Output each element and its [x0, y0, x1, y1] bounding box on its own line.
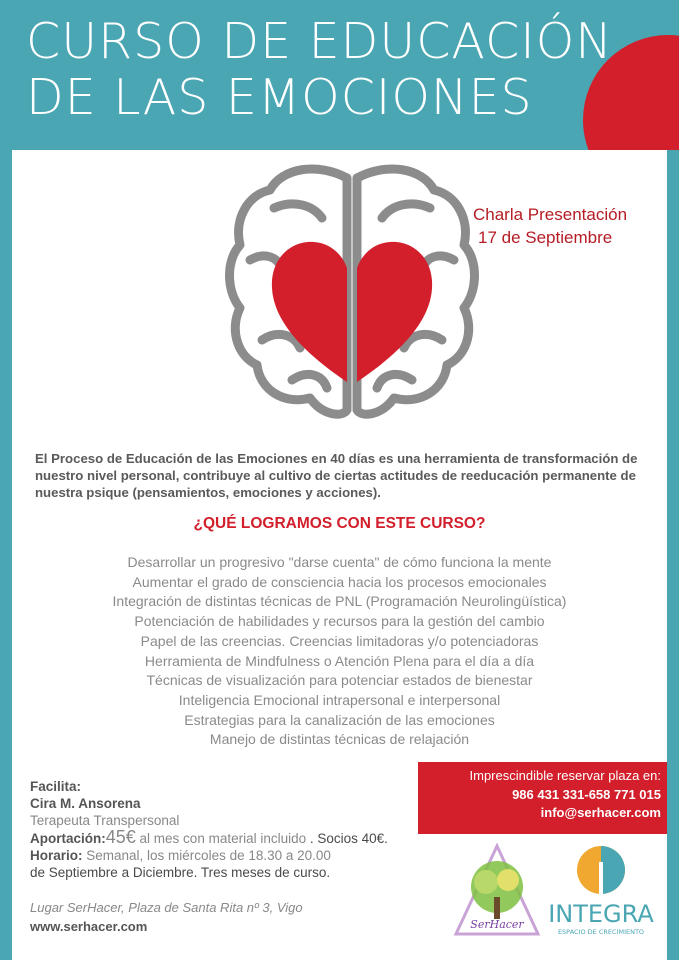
benefits-list	[12, 553, 667, 750]
list-item: Estrategias para la canalización de las emociones	[184, 711, 495, 728]
aportacion-line	[30, 829, 450, 847]
integra-tagline: ESPACIO DE CRECIMIENTO	[557, 928, 645, 936]
intro-paragraph: El Proceso de Educación de las Emociones en 40 días es una herramienta de transformación de nuestro nivel personal, contribuye al cultivo de ciertas actitudes de reeducación permanente de nuestra psique (pensamientos, emociones y acciones).	[35, 451, 638, 500]
website-link[interactable]: www.serhacer.com	[30, 919, 148, 934]
content-panel	[12, 150, 667, 960]
horario-text: Semanal, los miércoles de 18.30 a 20.00	[82, 848, 331, 863]
list-item: Inteligencia Emocional intrapersonal e interpersonal	[178, 691, 501, 708]
list-item: Herramienta de Mindfulness o Atención Plena para el día a día	[144, 652, 535, 669]
list-item: Técnicas de visualización para potenciar estados de bienestar	[146, 672, 533, 689]
serhacer-logo	[452, 842, 542, 942]
facilita-label: Facilita:	[30, 779, 82, 794]
list-item: Integración de distintas técnicas de PNL (Programación Neurolingüística)	[112, 593, 567, 610]
horario-line	[30, 847, 450, 864]
integra-logo	[540, 842, 662, 942]
reservation-box	[418, 762, 667, 834]
title-line-1: CURSO DE EDUCACIÓN	[26, 13, 613, 70]
list-item: Papel de las creencias. Creencias limitadoras y/o potenciadoras	[140, 632, 539, 649]
months-line	[30, 864, 450, 881]
reservation-label: Imprescindible reservar plaza en:	[469, 768, 661, 783]
facilitator-name: Cira M. Ansorena	[30, 796, 141, 811]
header-banner	[0, 0, 679, 150]
months-duration: Tres meses de curso.	[197, 865, 331, 880]
price-value: 45€	[105, 827, 136, 847]
course-info	[30, 778, 450, 881]
integra-wordmark: INTEGRA	[548, 900, 654, 928]
months-end: Diciembre.	[132, 865, 198, 880]
horario-label: Horario:	[30, 848, 83, 863]
charla-title: Charla Presentación	[473, 205, 628, 224]
facilitator-role: Terapeuta Transpersonal	[30, 813, 180, 828]
serhacer-wordmark: SerHacer	[470, 918, 524, 931]
brain-heart-icon	[222, 160, 482, 430]
section-subtitle: ¿QUÉ LOGRAMOS CON ESTE CURSO?	[193, 515, 486, 532]
price-note: al mes con material incluido	[135, 831, 310, 846]
page-title	[26, 14, 613, 126]
title-line-2: DE LAS EMOCIONES	[26, 69, 533, 126]
list-item: Manejo de distintas técnicas de relajación	[209, 731, 470, 748]
reservation-email[interactable]: info@serhacer.com	[540, 805, 661, 820]
charla-presentacion	[473, 203, 627, 249]
socios-price: . Socios 40€.	[309, 831, 388, 846]
aportacion-label: Aportación:	[30, 831, 106, 846]
list-item: Potenciación de habilidades y recursos para la gestión del cambio	[134, 613, 545, 630]
list-item: Desarrollar un progresivo "darse cuenta" de cómo funciona la mente	[127, 554, 552, 570]
list-item: Aumentar el grado de consciencia hacia los procesos emocionales	[132, 573, 547, 590]
months-start: de Septiembre	[30, 865, 118, 880]
charla-date: 17 de Septiembre	[478, 228, 613, 247]
reservation-phones: 986 431 331-658 771 015	[512, 786, 661, 802]
months-sep: a	[117, 865, 133, 880]
location-text: Lugar SerHacer, Plaza de Santa Rita nº 3, Vigo	[30, 900, 303, 915]
